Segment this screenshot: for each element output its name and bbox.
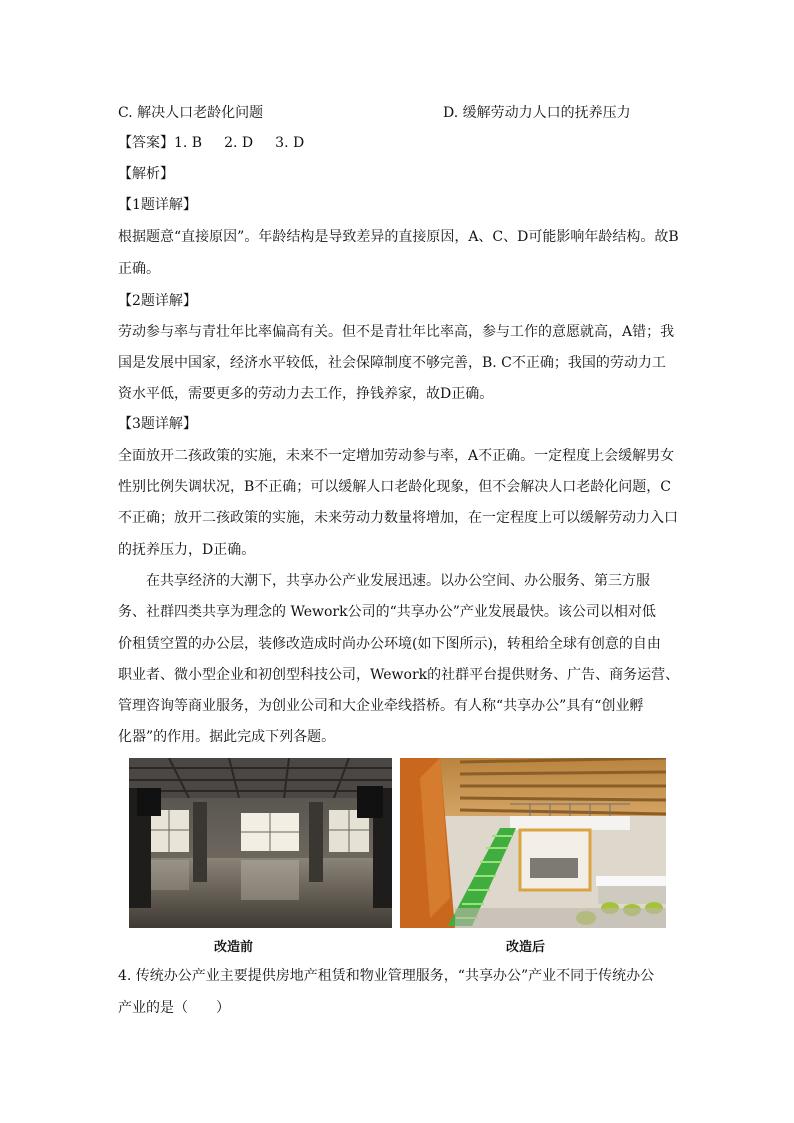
q1-heading: 【1题详解】 (118, 197, 197, 213)
q2-line-1: 劳动参与率与青壮年比率偏高有关。但不是青壮年比率高，参与工作的意愿就高，A错；我 (118, 324, 675, 340)
q3-line-4: 的抚养压力，D正确。 (118, 542, 256, 558)
photo-after-renovation (400, 758, 666, 928)
q3-line-2: 性别比例失调状况，B不正确；可以缓解人口老龄化现象，但不会解决人口老龄化问题，C (118, 479, 671, 495)
passage-line-4: 职业者、微小型企业和初创型科技公司，Wework的社群平台提供财务、广告、商务运营、 (118, 667, 680, 683)
q2-line-3: 资水平低，需要更多的劳动力去工作，挣钱养家，故D正确。 (118, 386, 494, 402)
passage-line-1: 在共享经济的大潮下，共享办公产业发展迅速。以办公空间、办公服务、第三方服 (146, 573, 650, 589)
q4-line-2: 产业的是（ ） (118, 1000, 230, 1016)
answer-line (118, 133, 326, 153)
passage-line-6: 化器”的作用。据此完成下列各题。 (118, 729, 336, 745)
caption-before: 改造前 (214, 940, 254, 955)
q2-line-2: 国是发展中国家，经济水平较低，社会保障制度不够完善，B. C不正确；我国的劳动力工 (118, 355, 666, 371)
photo-before-renovation (129, 758, 392, 928)
q4-line-1: 4. 传统办公产业主要提供房地产租赁和物业管理服务，“共享办公”产业不同于传统办公 (118, 968, 655, 984)
answer-1: 【答案】1. B (118, 135, 203, 151)
q1-line-1: 根据题意“直接原因”。年龄结构是导致差异的直接原因，A、C、D可能影响年龄结构。故B (118, 229, 679, 245)
analysis-label: 【解析】 (118, 166, 174, 182)
q2-heading: 【2题详解】 (118, 293, 197, 309)
option-d: D. 缓解劳动力人口的抚养压力 (443, 105, 631, 121)
warehouse-photo (129, 758, 392, 928)
option-c: C. 解决人口老龄化问题 (118, 105, 264, 121)
passage-line-2: 务、社群四类共享为理念的 Wework公司的“共享办公”产业发展最快。该公司以相对低 (118, 604, 656, 620)
passage-line-5: 管理咨询等商业服务，为创业公司和大企业牵线搭桥。有人称“共享办公”具有“创业孵 (118, 698, 644, 714)
q3-line-1: 全面放开二孩政策的实施，未来不一定增加劳动参与率，A不正确。一定程度上会缓解男女 (118, 448, 675, 464)
q3-line-3: 不正确；放开二孩政策的实施，未来劳动力数量将增加，在一定程度上可以缓解劳动力入口 (118, 510, 678, 526)
office-photo (400, 758, 666, 928)
q3-heading: 【3题详解】 (118, 416, 197, 432)
answer-2: 2. D (224, 135, 254, 151)
answer-3: 3. D (275, 135, 305, 151)
q1-line-2: 正确。 (118, 261, 160, 277)
caption-after: 改造后 (506, 940, 546, 955)
passage-line-3: 价租赁空置的办公层，装修改造成时尚办公环境(如下图所示)，转租给全球有创意的自由 (118, 636, 661, 652)
